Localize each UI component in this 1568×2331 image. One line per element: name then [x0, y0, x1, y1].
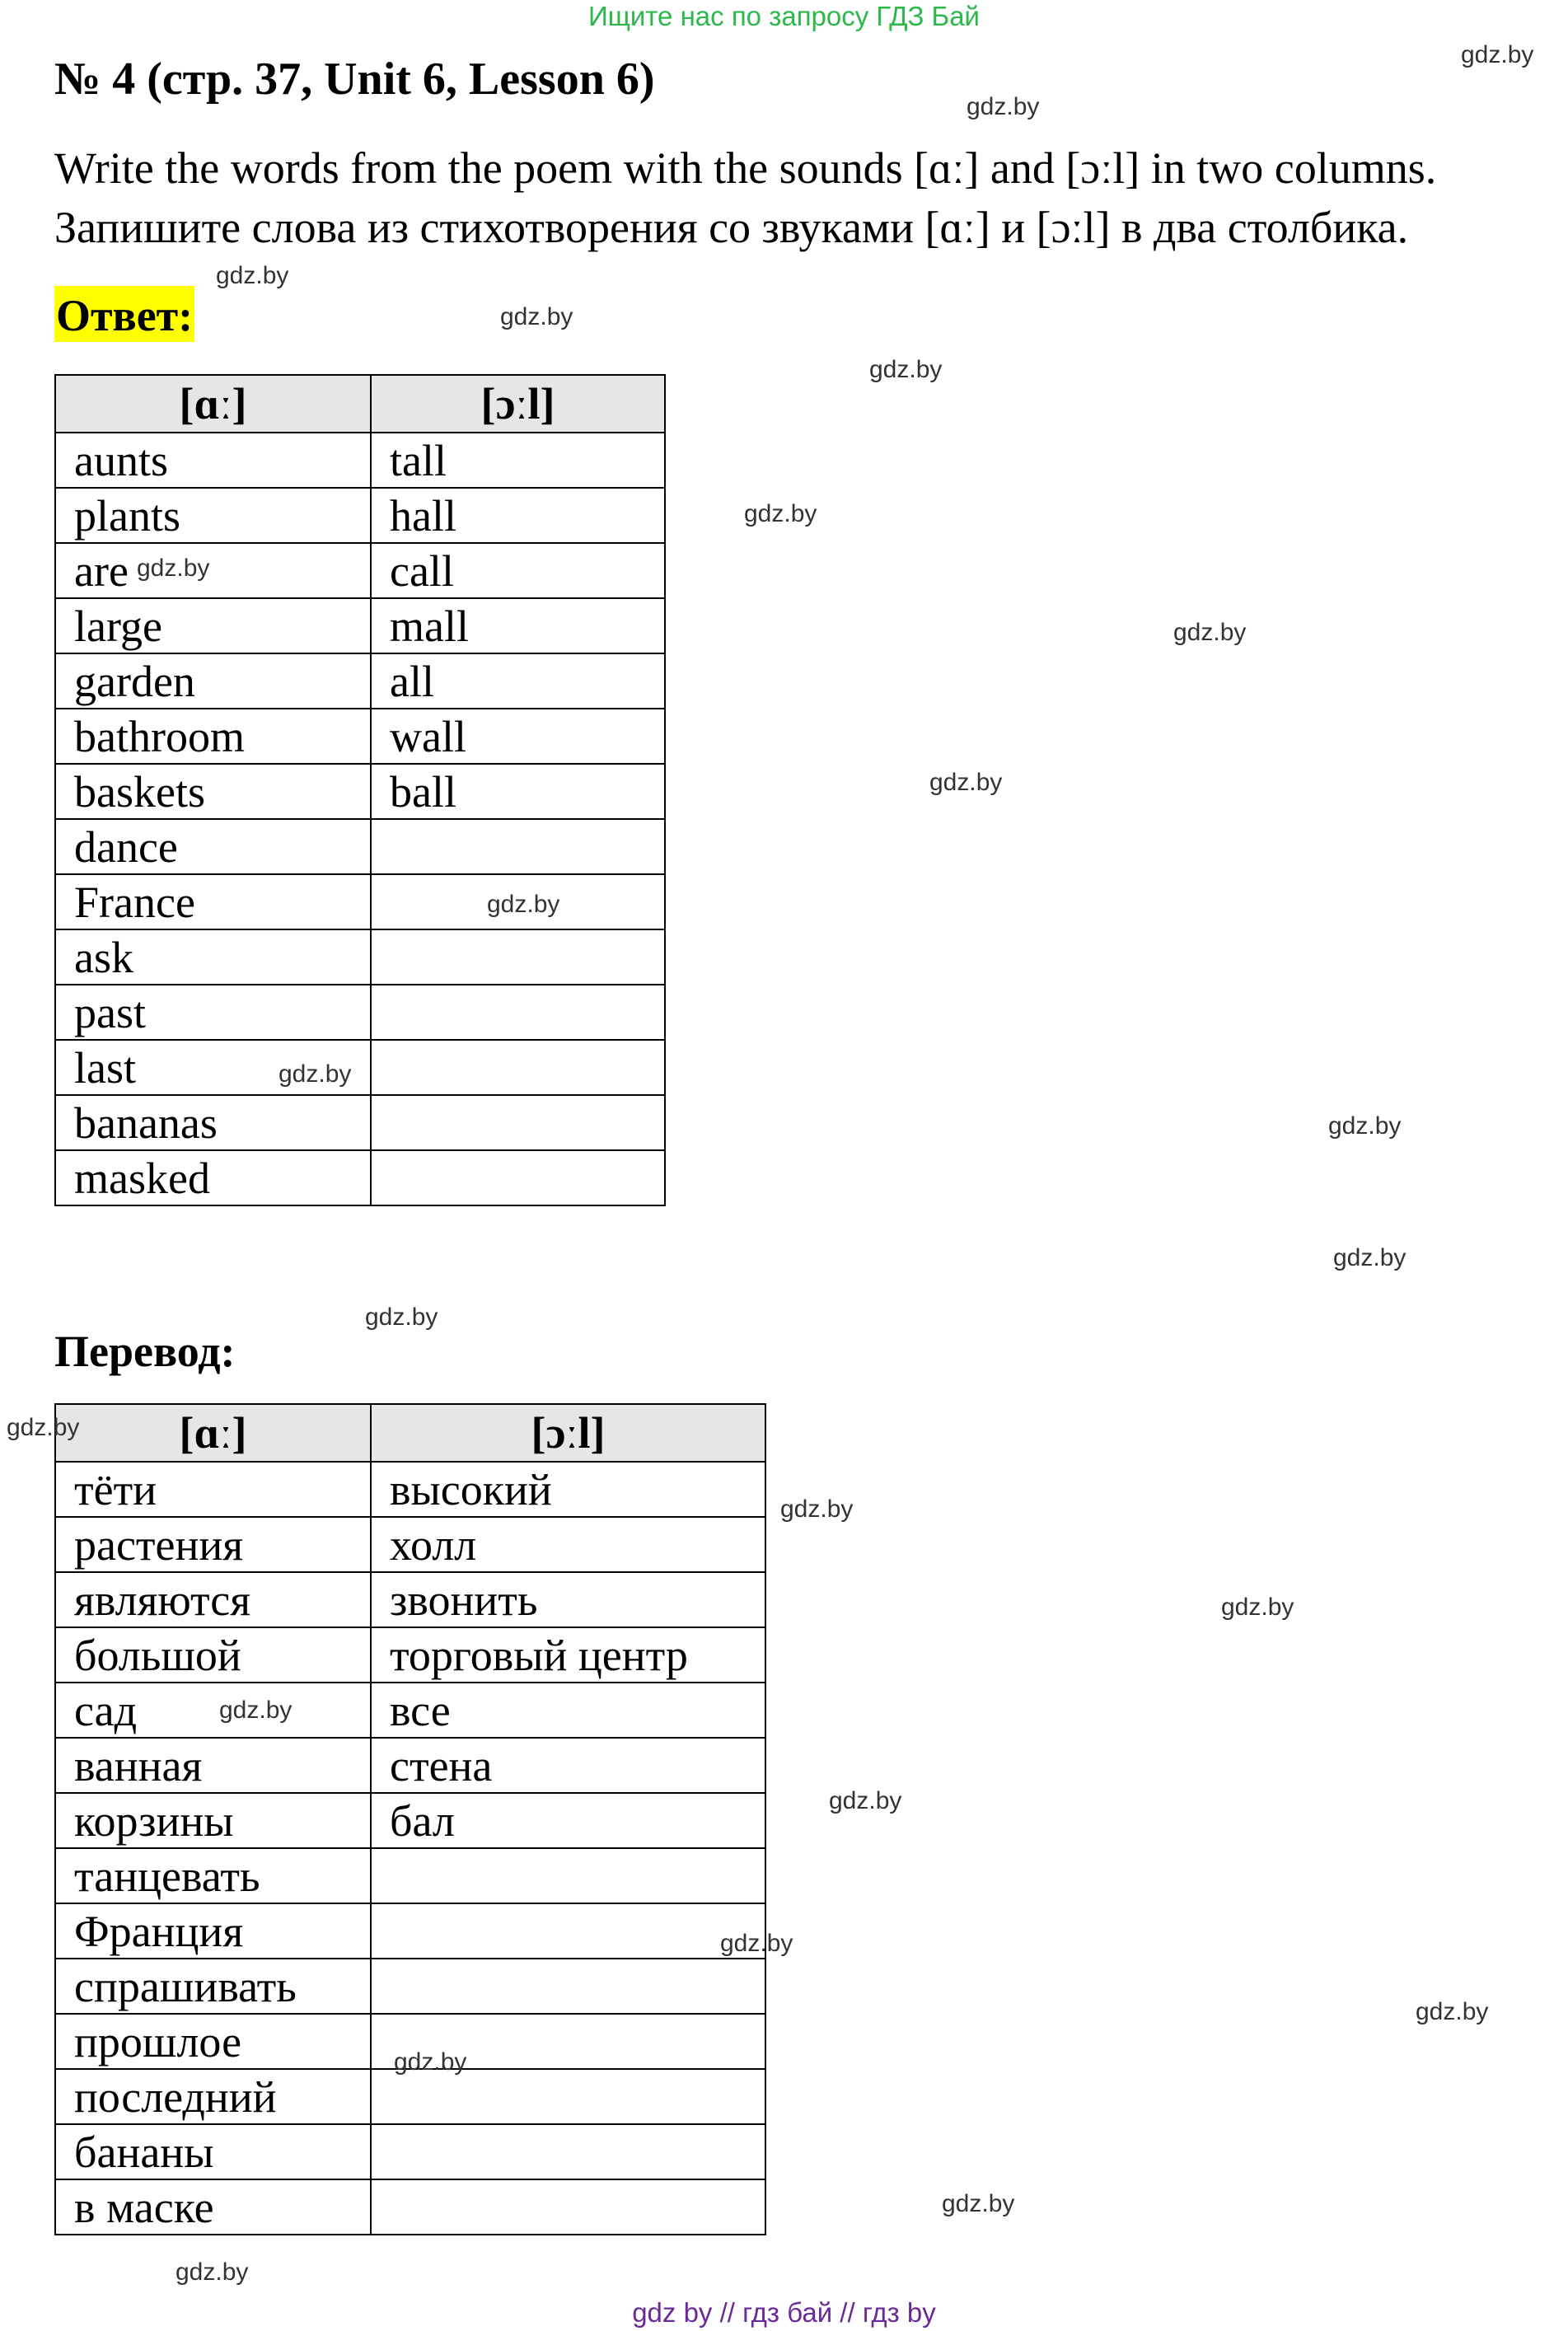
table-row: [55, 1959, 765, 2014]
word-cell-a: Франция: [55, 1903, 371, 1959]
word-cell-a: в маске: [55, 2179, 371, 2235]
column-header-ol: [ɔːl]: [371, 1404, 765, 1462]
word-cell-ol: [371, 1959, 765, 2014]
watermark: gdz.by: [744, 500, 817, 527]
word-cell-a: прошлое: [55, 2014, 371, 2069]
word-cell-ol: [371, 2069, 765, 2124]
watermark: gdz.by: [365, 1304, 438, 1331]
table-row: [55, 1040, 665, 1095]
word-cell-a: bananas: [55, 1095, 371, 1150]
task-russian: Запишите слова из стихотворения со звуками [ɑː] и [ɔːl] в два столбика.: [54, 203, 1409, 252]
word-cell-a: ванная: [55, 1738, 371, 1793]
word-cell-ol: [371, 2179, 765, 2235]
search-hint-link[interactable]: Ищите нас по запросу ГДЗ Бай: [588, 1, 980, 31]
column-header-ol: [ɔːl]: [371, 375, 665, 433]
watermark: gdz.by: [7, 1414, 80, 1441]
word-cell-ol: ball: [371, 764, 665, 819]
word-cell-a: masked: [55, 1150, 371, 1205]
word-cell-a: bathroom: [55, 709, 371, 764]
watermark: gdz.by: [219, 1697, 293, 1724]
table-row: [55, 2124, 765, 2179]
word-cell-a: baskets: [55, 764, 371, 819]
word-cell-a: растения: [55, 1517, 371, 1572]
word-cell-ol: [371, 1150, 665, 1205]
watermark: gdz.by: [1173, 619, 1247, 646]
word-cell-a: plants: [55, 488, 371, 543]
watermark: gdz.by: [942, 2190, 1015, 2217]
watermark: gdz.by: [216, 262, 289, 289]
word-cell-a: танцевать: [55, 1848, 371, 1903]
table-row: [55, 1903, 765, 1959]
word-cell-a: garden: [55, 653, 371, 709]
word-cell-ol: call: [371, 543, 665, 598]
word-cell-a: являются: [55, 1572, 371, 1627]
word-cell-a: тёти: [55, 1462, 371, 1517]
table-row: [55, 1793, 765, 1848]
table-row: [55, 2069, 765, 2124]
watermark: gdz.by: [1333, 1244, 1407, 1271]
word-cell-ol: стена: [371, 1738, 765, 1793]
word-cell-ol: mall: [371, 598, 665, 653]
table-row: [55, 819, 665, 874]
footer-links[interactable]: gdz by // гдз бай // гдз by: [632, 2297, 936, 2328]
table-row: [55, 433, 665, 488]
word-cell-ol: tall: [371, 433, 665, 488]
word-cell-ol: [371, 1848, 765, 1903]
table-row: [55, 1095, 665, 1150]
word-cell-a: последний: [55, 2069, 371, 2124]
watermark: gdz.by: [176, 2258, 249, 2286]
watermark: gdz.by: [780, 1495, 854, 1523]
watermark: gdz.by: [487, 891, 560, 918]
watermark: gdz.by: [869, 356, 943, 383]
word-cell-ol: [371, 1095, 665, 1150]
word-cell-ol: [371, 2124, 765, 2179]
table-row: [55, 1848, 765, 1903]
watermark: gdz.by: [720, 1930, 793, 1957]
word-cell-a: are: [55, 543, 371, 598]
table-row: [55, 1150, 665, 1205]
word-cell-a: last: [55, 1040, 371, 1095]
watermark: gdz.by: [929, 769, 1003, 796]
table-row: [55, 1627, 765, 1683]
translation-table: [54, 1403, 766, 2235]
word-cell-a: France: [55, 874, 371, 929]
table-row: [55, 874, 665, 929]
word-cell-ol: [371, 1903, 765, 1959]
table-row: [55, 985, 665, 1040]
task-text: [54, 138, 1436, 257]
answer-table: [54, 374, 666, 1206]
table-row: [55, 1517, 765, 1572]
word-cell-ol: все: [371, 1683, 765, 1738]
table-row: [55, 1572, 765, 1627]
table-row: [55, 1683, 765, 1738]
word-cell-ol: звонить: [371, 1572, 765, 1627]
watermark: gdz.by: [829, 1787, 902, 1814]
word-cell-ol: [371, 1040, 665, 1095]
word-cell-ol: высокий: [371, 1462, 765, 1517]
table-row: [55, 1462, 765, 1517]
watermark: gdz.by: [500, 303, 573, 330]
word-cell-a: ask: [55, 929, 371, 985]
word-cell-ol: all: [371, 653, 665, 709]
watermark: gdz.by: [1461, 41, 1534, 68]
table-row: [55, 488, 665, 543]
column-header-a: [ɑː]: [55, 1404, 371, 1462]
word-cell-ol: [371, 985, 665, 1040]
column-header-a: [ɑː]: [55, 375, 371, 433]
table-row: [55, 598, 665, 653]
watermark: gdz.by: [1221, 1594, 1294, 1621]
watermark: gdz.by: [1416, 1998, 1489, 2025]
word-cell-a: large: [55, 598, 371, 653]
word-cell-ol: [371, 929, 665, 985]
word-cell-ol: hall: [371, 488, 665, 543]
word-cell-ol: холл: [371, 1517, 765, 1572]
word-cell-a: aunts: [55, 433, 371, 488]
word-cell-ol: wall: [371, 709, 665, 764]
translation-label: Перевод:: [54, 1327, 236, 1376]
table-header-row: [55, 375, 665, 433]
table-row: [55, 1738, 765, 1793]
table-header-row: [55, 1404, 765, 1462]
table-row: [55, 709, 665, 764]
word-cell-a: большой: [55, 1627, 371, 1683]
word-cell-a: корзины: [55, 1793, 371, 1848]
watermark: gdz.by: [1328, 1112, 1402, 1140]
watermark: gdz.by: [278, 1060, 352, 1088]
watermark: gdz.by: [967, 93, 1040, 120]
table-row: [55, 764, 665, 819]
word-cell-ol: торговый центр: [371, 1627, 765, 1683]
task-english: Write the words from the poem with the sounds [ɑː] and [ɔːl] in two columns.: [54, 143, 1437, 193]
word-cell-a: past: [55, 985, 371, 1040]
word-cell-a: dance: [55, 819, 371, 874]
watermark: gdz.by: [394, 2048, 467, 2076]
word-cell-ol: бал: [371, 1793, 765, 1848]
answer-label: Ответ:: [54, 286, 194, 342]
table-row: [55, 653, 665, 709]
table-row: [55, 2179, 765, 2235]
word-cell-a: сад: [55, 1683, 371, 1738]
word-cell-a: спрашивать: [55, 1959, 371, 2014]
watermark: gdz.by: [137, 555, 210, 582]
word-cell-a: бананы: [55, 2124, 371, 2179]
word-cell-ol: [371, 819, 665, 874]
exercise-title: № 4 (стр. 37, Unit 6, Lesson 6): [54, 54, 655, 105]
table-row: [55, 929, 665, 985]
